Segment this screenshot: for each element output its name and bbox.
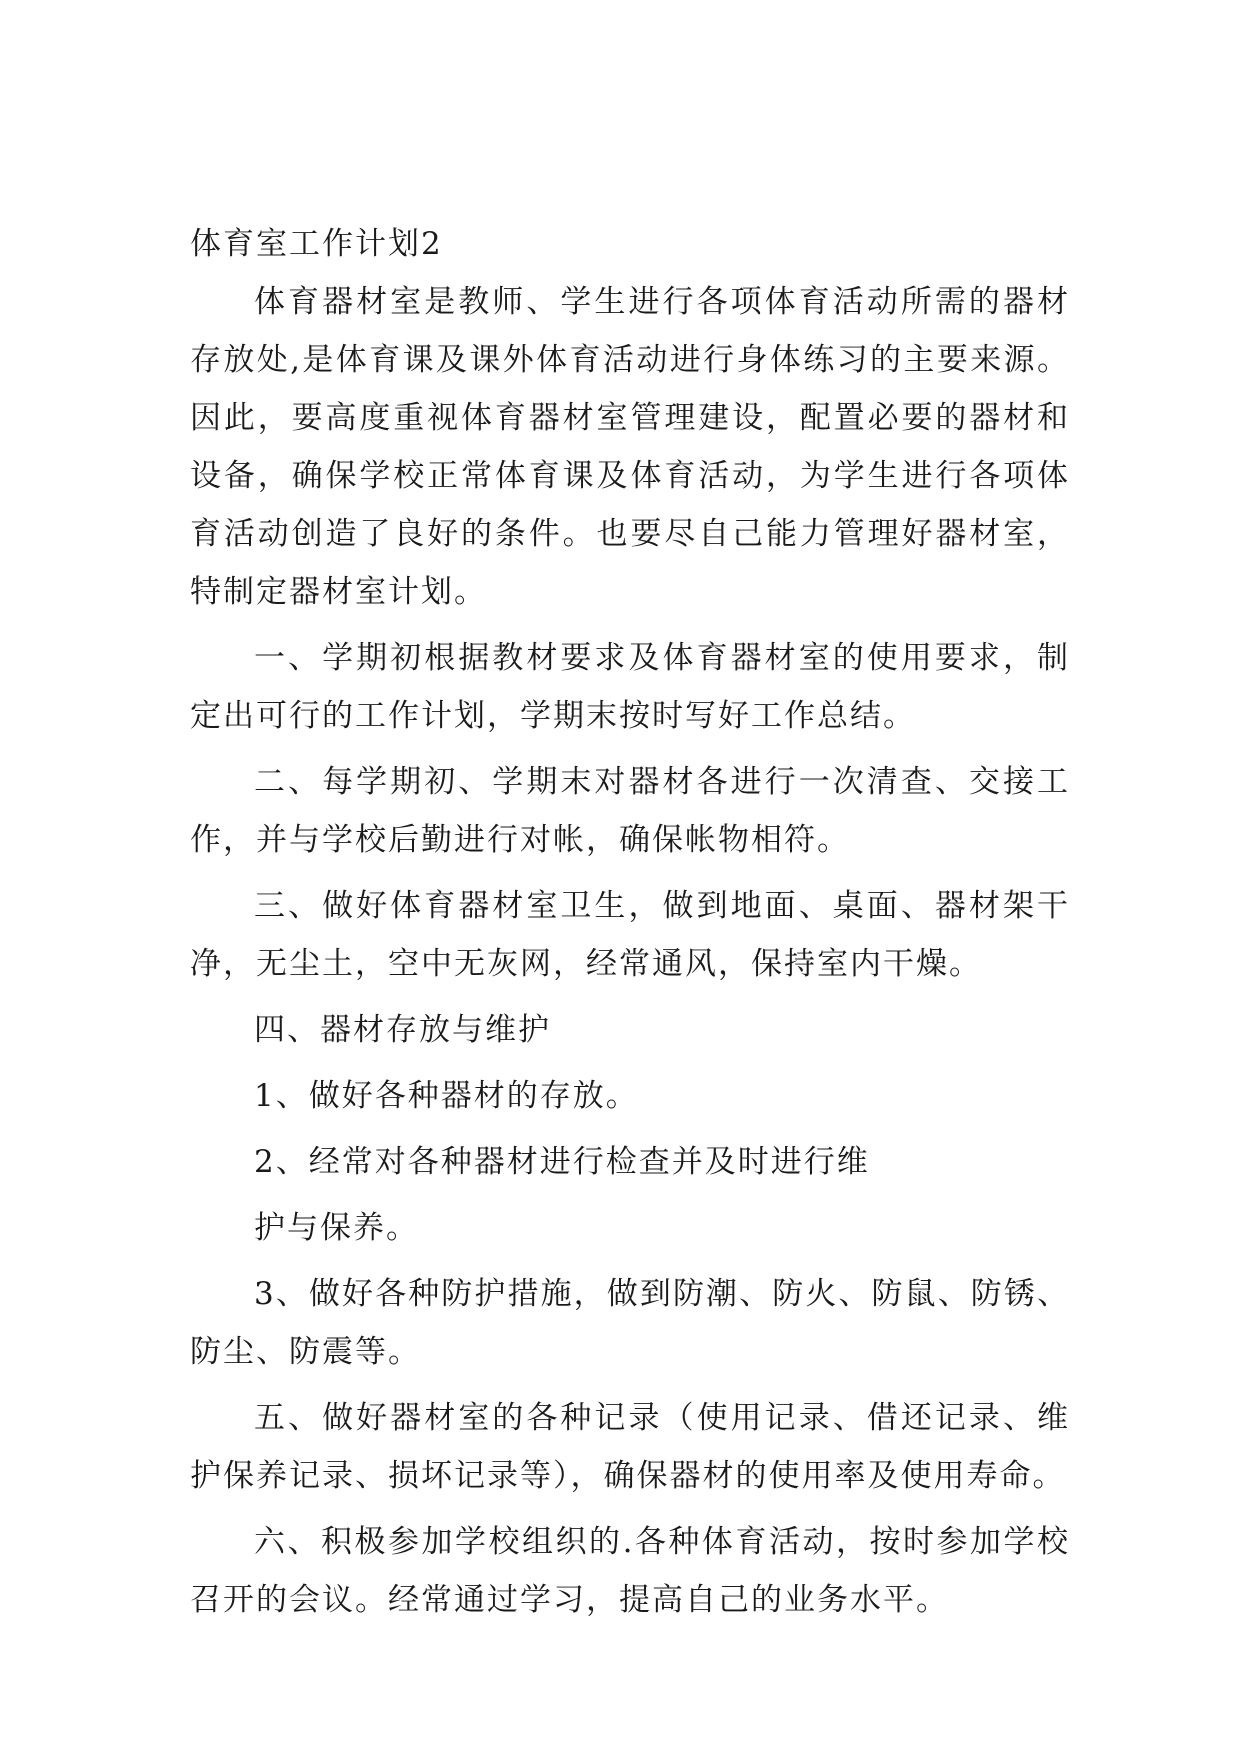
paragraph-item-5: 五、做好器材室的各种记录（使用记录、借还记录、维护保养记录、损坏记录等），确保器材的使用率及使用寿命。 [190, 1400, 1070, 1494]
paragraph-item-4-heading: 四、器材存放与维护 [254, 1012, 551, 1048]
paragraph-subitem-3: 3、做好各种防护措施，做到防潮、防火、防鼠、防锈、防尘、防震等。 [190, 1276, 1070, 1370]
paragraph-item-6: 六、积极参加学校组织的.各种体育活动，按时参加学校召开的会议。经常通过学习，提高自己的业务水平。 [190, 1524, 1070, 1618]
paragraph-subitem-1: 1、做好各种器材的存放。 [254, 1078, 639, 1114]
paragraph-item-1: 一、学期初根据教材要求及体育器材室的使用要求，制定出可行的工作计划，学期末按时写好工作总结。 [190, 640, 1070, 734]
paragraph-intro: 体育器材室是教师、学生进行各项体育活动所需的器材存放处,是体育课及课外体育活动进行身体练习的主要来源。因此，要高度重视体育器材室管理建设，配置必要的器材和设备，确保学校正常体育课及体育活动，为学生进行各项体育活动创造了良好的条件。也要尽自己能力管理好器材室，特制定器材室计划。 [190, 284, 1070, 610]
document-body [190, 215, 1070, 1637]
paragraph-item-3: 三、做好体育器材室卫生，做到地面、桌面、器材架干净，无尘土，空中无灰网，经常通风，保持室内干燥。 [190, 888, 1070, 982]
paragraph-subitem-2: 2、经常对各种器材进行检查并及时进行维 [254, 1144, 870, 1180]
paragraph-item-2: 二、每学期初、学期末对器材各进行一次清查、交接工作，并与学校后勤进行对帐，确保帐物相符。 [190, 764, 1070, 858]
document-title: 体育室工作计划2 [190, 226, 443, 262]
paragraph-subitem-2-continued: 护与保养。 [254, 1210, 419, 1246]
